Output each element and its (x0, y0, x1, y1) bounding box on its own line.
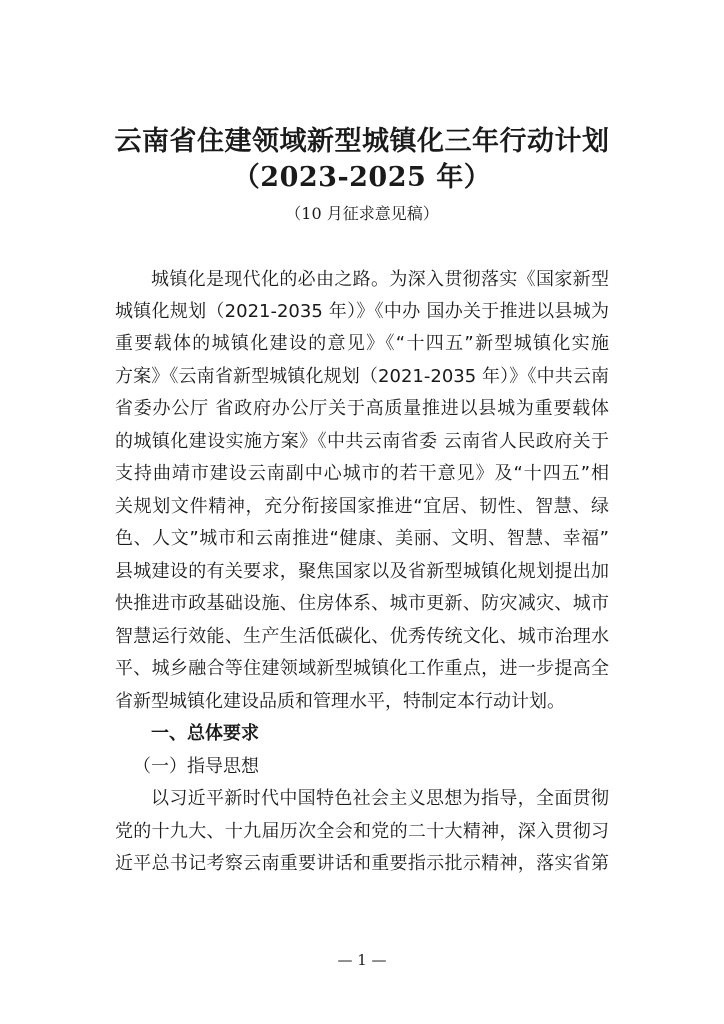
intro-paragraph-line: 智慧运行效能、生产生活低碳化、优秀传统文化、城市治理水 (115, 626, 609, 647)
intro-paragraph-line: 省新型城镇化建设品质和管理水平，特制定本行动计划。 (115, 691, 565, 712)
intro-paragraph-line: 快推进市政基础设施、住房体系、城市更新、防灾减灾、城市 (115, 593, 609, 614)
intro-paragraph-line: 城镇化规划（2021-2035 年）》《中办 国办关于推进以县城为 (115, 301, 609, 322)
section-heading: 一、总体要求 (151, 723, 259, 744)
intro-paragraph-line: 平、城乡融合等住建领域新型城镇化工作重点，进一步提高全 (115, 658, 609, 679)
document-title-years: （2023-2025 年） (232, 162, 492, 193)
intro-paragraph-line: 方案》《云南省新型城镇化规划（2021-2035 年）》《中共云南 (115, 366, 609, 387)
intro-paragraph-line: 重要载体的城镇化建设的意见》《“十四五”新型城镇化实施 (115, 333, 609, 354)
intro-paragraph-line: 城镇化是现代化的必由之路。为深入贯彻落实《国家新型 (151, 269, 609, 290)
intro-paragraph-line: 县城建设的有关要求，聚焦国家以及省新型城镇化规划提出加 (115, 561, 609, 582)
draft-note: （10 月征求意见稿） (285, 204, 439, 223)
page-number: — 1 — (337, 951, 387, 969)
guiding-paragraph-line: 近平总书记考察云南重要讲话和重要指示批示精神，落实省第 (115, 853, 609, 874)
intro-paragraph-line: 支持曲靖市建设云南副中心城市的若干意见》及“十四五”相 (115, 463, 609, 484)
intro-paragraph-line: 省委办公厅 省政府办公厅关于高质量推进以县城为重要载体 (115, 398, 609, 419)
subsection-heading: （一）指导思想 (133, 756, 259, 777)
intro-paragraph-line: 的城镇化建设实施方案》《中共云南省委 云南省人民政府关于 (115, 431, 609, 452)
intro-paragraph-line: 关规划文件精神，充分衔接国家推进“宜居、韧性、智慧、绿 (115, 496, 609, 517)
intro-paragraph-line: 色、人文”城市和云南推进“健康、美丽、文明、智慧、幸福” (115, 528, 609, 549)
guiding-paragraph-line: 党的十九大、十九届历次全会和党的二十大精神，深入贯彻习 (115, 821, 609, 842)
document-title: 云南省住建领域新型城镇化三年行动计划 (114, 126, 610, 157)
guiding-paragraph-line: 以习近平新时代中国特色社会主义思想为指导，全面贯彻 (151, 788, 609, 809)
